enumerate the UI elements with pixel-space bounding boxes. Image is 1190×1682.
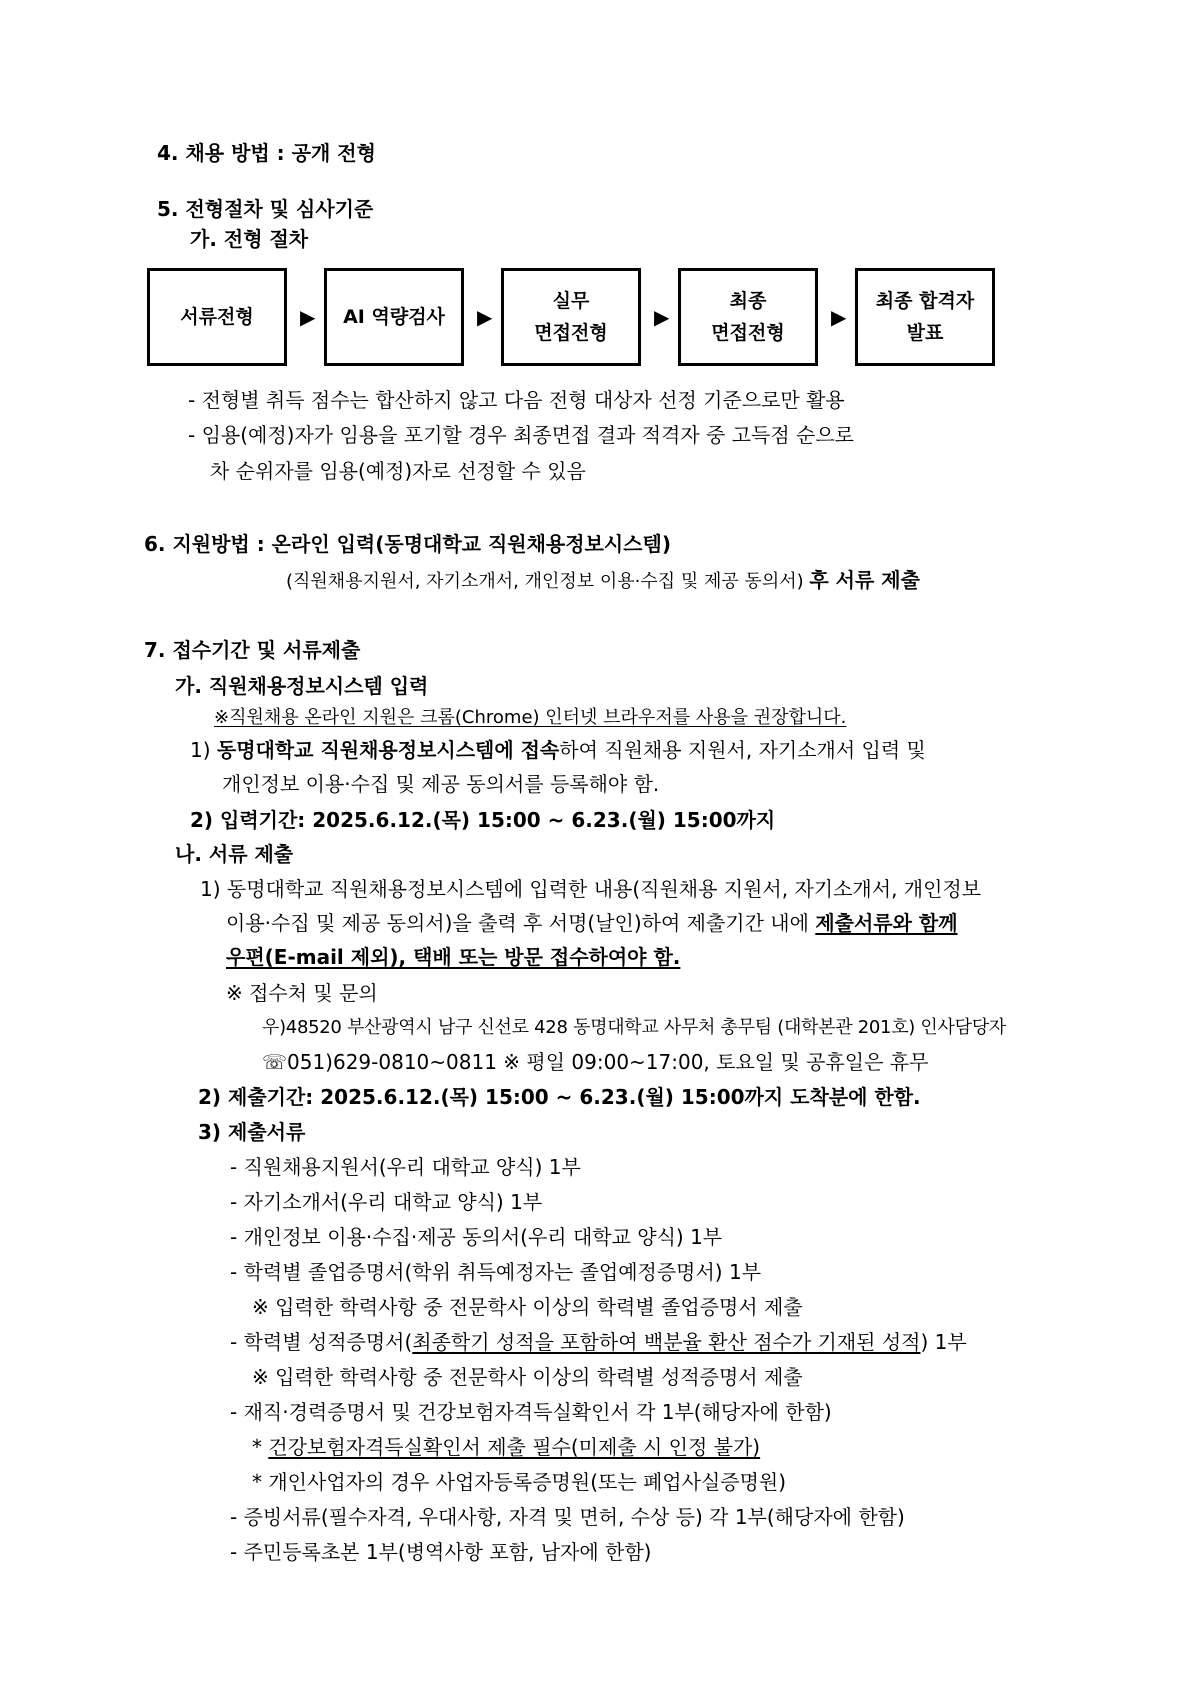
submit-with-documents-emphasis: 제출서류와 함께 — [815, 911, 958, 935]
arrow-icon: ▶ — [654, 305, 670, 329]
process-note-2: - 임용(예정)자가 임용을 포기할 경우 최종면접 결과 적격자 중 고득점 순으로 — [188, 423, 854, 447]
transcript-count: ) 1부 — [920, 1330, 967, 1354]
list-item-note: * 개인사업자의 경우 사업자등록증명원(또는 폐업사실증명원) — [252, 1470, 787, 1494]
input-step-1-text: 하여 직원채용 지원서, 자기소개서 입력 및 — [559, 738, 926, 762]
step-box-final-announcement — [855, 268, 995, 366]
list-item-note: ※ 입력한 학력사항 중 전문학사 이상의 학력별 성적증명서 제출 — [252, 1365, 803, 1389]
step-label-line1: 실무 — [552, 290, 590, 312]
required-documents-heading: 3) 제출서류 — [198, 1120, 306, 1144]
step-label: AI 역량검사 — [343, 306, 445, 328]
application-documents-line — [286, 568, 920, 594]
application-documents-list: (직원채용지원서, 자기소개서, 개인정보 이용·수집 및 제공 동의서) — [286, 571, 804, 592]
submit-step-1: 1) 동명대학교 직원채용정보시스템에 입력한 내용(직원채용 지원서, 자기소개서, 개인정보 — [200, 877, 982, 901]
system-access-emphasis: 동명대학교 직원채용정보시스템에 접속 — [216, 738, 560, 762]
arrow-icon: ▶ — [831, 305, 847, 329]
process-subheading: 가. 전형 절차 — [190, 227, 309, 251]
list-item-note: ※ 입력한 학력사항 중 전문학사 이상의 학력별 졸업증명서 제출 — [252, 1295, 803, 1319]
input-step-1 — [190, 738, 926, 762]
arrow-icon: ▶ — [477, 305, 493, 329]
section-7-heading: 7. 접수기간 및 서류제출 — [144, 638, 361, 662]
step-label-line2: 면접전형 — [534, 322, 608, 344]
step-box-final-interview — [678, 268, 818, 366]
document-submit-subheading: 나. 서류 제출 — [175, 842, 294, 866]
step-label-line1: 최종 합격자 — [875, 290, 975, 312]
section-6-heading: 6. 지원방법 : 온라인 입력(동명대학교 직원채용정보시스템) — [144, 532, 671, 556]
section-4-heading: 4. 채용 방법 : 공개 전형 — [157, 141, 376, 165]
chrome-notice: ※직원채용 온라인 지원은 크롬(Chrome) 인터넷 브라우저를 사용을 권장합니다. — [214, 707, 847, 728]
list-item: - 증빙서류(필수자격, 우대사항, 자격 및 면허, 수상 등) 각 1부(해당자에 한함) — [230, 1505, 905, 1529]
contact-heading: ※ 접수처 및 문의 — [226, 981, 378, 1005]
list-item: - 재직·경력증명서 및 건강보험자격득실확인서 각 1부(해당자에 한함) — [230, 1400, 832, 1424]
contact-address: 우)48520 부산광역시 남구 신선로 428 동명대학교 사무처 총무팀 (대학본관 201호) 인사담당자 — [262, 1017, 1006, 1038]
step-box-practical-interview — [501, 268, 641, 366]
insurance-certificate-requirement: 건강보험자격득실확인서 제출 필수(미제출 시 인정 불가) — [268, 1435, 761, 1459]
process-note-1: - 전형별 취득 점수는 합산하지 않고 다음 전형 대상자 선정 기준으로만 활용 — [188, 388, 845, 412]
transcript-requirement: 최종학기 성적을 포함하여 백분율 환산 점수가 기재된 성적 — [412, 1330, 921, 1354]
list-item — [230, 1330, 967, 1354]
submit-step-1-cont — [226, 911, 958, 935]
step-label-line2: 면접전형 — [711, 322, 785, 344]
transcript-item-text: - 학력별 성적증명서( — [230, 1330, 413, 1354]
item-number: 1) — [190, 738, 211, 762]
list-item: - 직원채용지원서(우리 대학교 양식) 1부 — [230, 1155, 581, 1179]
submit-methods: 우편(E-mail 제외), 택배 또는 방문 접수하여야 함. — [226, 945, 681, 969]
process-note-2-cont: 차 순위자를 임용(예정)자로 선정할 수 있음 — [210, 459, 586, 483]
step-label-line2: 발표 — [906, 322, 944, 344]
document-submit-emphasis: 후 서류 제출 — [809, 568, 920, 592]
submit-period: 2) 제출기간: 2025.6.12.(목) 15:00 ~ 6.23.(월) 15:00까지 도착분에 한함. — [198, 1085, 921, 1109]
contact-phone: ☏051)629-0810~0811 ※ 평일 09:00~17:00, 토요일 및 공휴일은 휴무 — [262, 1050, 929, 1074]
arrow-icon: ▶ — [300, 305, 316, 329]
list-item: - 개인정보 이용·수집·제공 동의서(우리 대학교 양식) 1부 — [230, 1225, 723, 1249]
step-label-line1: 최종 — [729, 290, 767, 312]
section-5-heading: 5. 전형절차 및 심사기준 — [157, 197, 374, 221]
list-item-note — [252, 1435, 760, 1459]
step-box-document-screening — [147, 268, 287, 366]
step-box-ai-test — [324, 268, 464, 366]
list-item: - 주민등록초본 1부(병역사항 포함, 남자에 한함) — [230, 1540, 652, 1564]
input-step-1-cont: 개인정보 이용·수집 및 제공 동의서를 등록해야 함. — [222, 772, 660, 796]
submit-step-1-text: 이용·수집 및 제공 동의서)을 출력 후 서명(날인)하여 제출기간 내에 — [226, 911, 809, 935]
list-item: - 자기소개서(우리 대학교 양식) 1부 — [230, 1190, 543, 1214]
system-input-subheading: 가. 직원채용정보시스템 입력 — [175, 674, 429, 698]
input-period: 2) 입력기간: 2025.6.12.(목) 15:00 ~ 6.23.(월) 15:00까지 — [190, 808, 776, 832]
step-label: 서류전형 — [180, 306, 254, 328]
note-star: * — [252, 1435, 262, 1459]
list-item: - 학력별 졸업증명서(학위 취득예정자는 졸업예정증명서) 1부 — [230, 1260, 762, 1284]
